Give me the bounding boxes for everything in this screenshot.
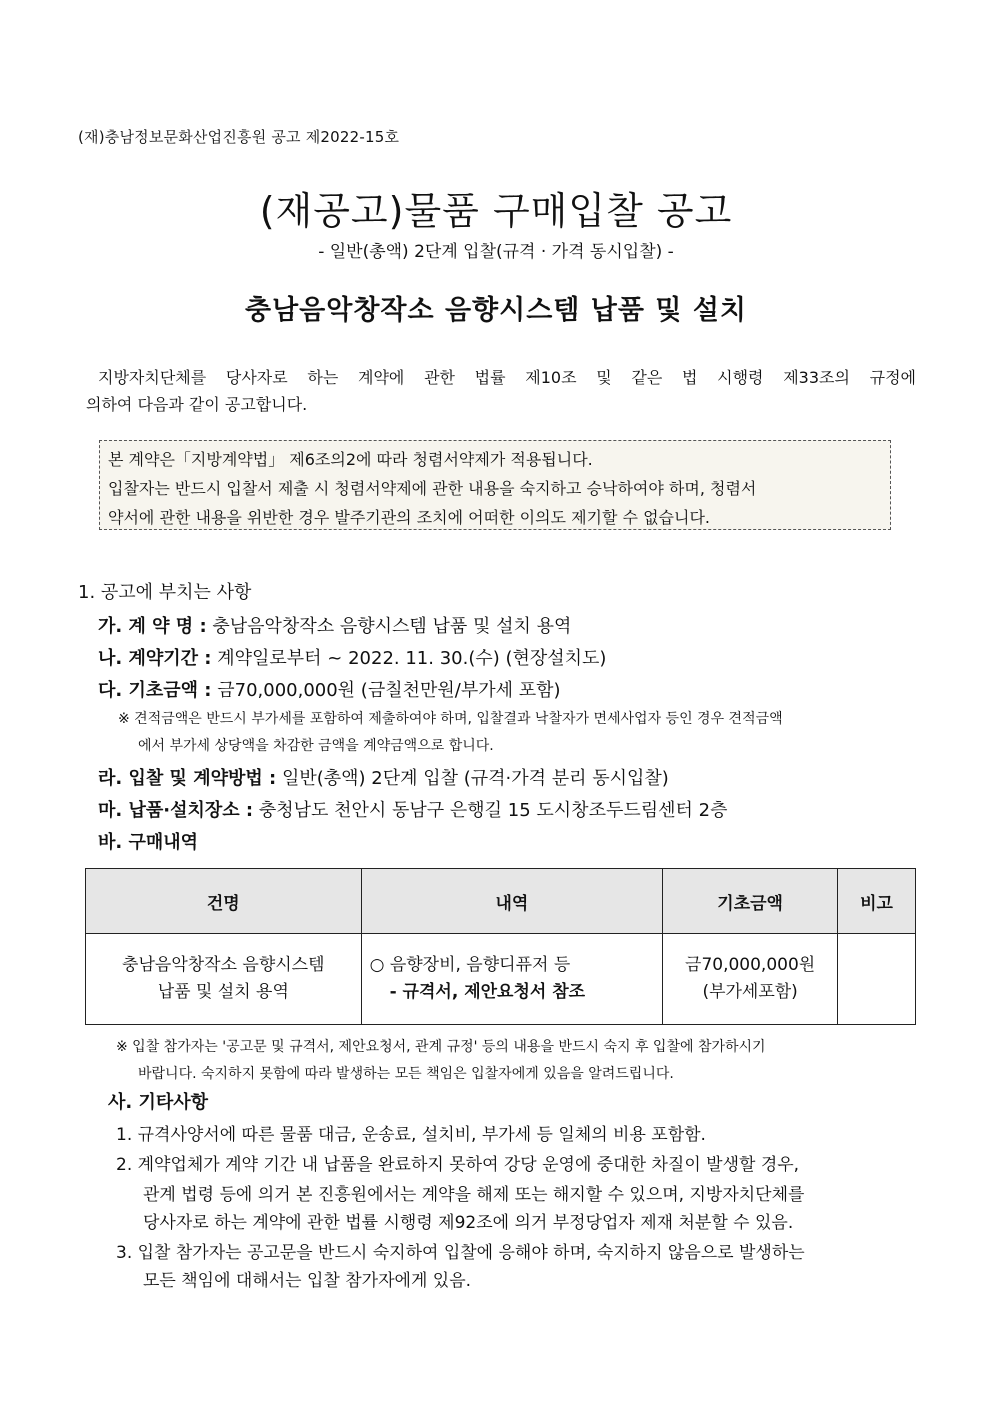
column-header: 내역 — [361, 869, 663, 934]
purchase-details-item — [98, 828, 198, 854]
notice-line: 약서에 관한 내용을 위반한 경우 발주기관의 조치에 어떠한 이의도 제기할 수 없습니다. — [108, 508, 710, 527]
item-label: 라. 입찰 및 계약방법 : — [98, 768, 277, 789]
notice-line: 입찰자는 반드시 입찰서 제출 시 청렴서약제에 관한 내용을 숙지하고 승낙하여야 하며, 청렴서 — [108, 479, 757, 498]
item-detail-cell — [361, 934, 663, 1025]
item-label: 마. 납품·설치장소 : — [98, 800, 254, 821]
integrity-notice-box — [99, 440, 891, 530]
other-matters-title: 사. 기타사항 — [108, 1092, 209, 1113]
item-label: 나. 계약기간 : — [98, 648, 212, 669]
cell-line: - 규격서, 제안요청서 참조 — [389, 982, 586, 1002]
bid-method-item — [98, 764, 669, 790]
purchase-table — [85, 868, 916, 1025]
other-matters-item-cont: 당사자로 하는 계약에 관한 법률 시행령 제92조에 의거 부정당업자 제재 처분할 수 있음. — [143, 1213, 794, 1233]
table-note: 바랍니다. 숙지하지 못함에 따라 발생하는 모든 책임은 입찰자에게 있음을 알려드립니다. — [138, 1066, 674, 1082]
item-value: 계약일로부터 ~ 2022. 11. 30.(수) (현장설치도) — [211, 648, 607, 669]
column-header: 비고 — [837, 869, 915, 934]
cell-line: 금70,000,000원 — [685, 955, 816, 975]
item-value: 충청남도 천안시 동남구 은행길 15 도시창조두드림센터 2층 — [253, 800, 728, 821]
contract-name-item — [98, 612, 571, 638]
item-label: 다. 기초금액 : — [98, 680, 212, 701]
item-label: 바. 구매내역 — [98, 832, 199, 853]
intro-line: 의하여 다음과 같이 공고합니다. — [86, 395, 308, 414]
page-subtitle: - 일반(총액) 2단계 입찰(규격 · 가격 동시입찰) - — [318, 242, 674, 262]
cell-line: ○ 음향장비, 음향디퓨저 등 — [369, 955, 571, 975]
cell-line: (부가세포함) — [702, 982, 798, 1002]
section-1-title: 1. 공고에 부치는 사항 — [78, 582, 252, 603]
intro-line: 지방자치단체를 당사자로 하는 계약에 관한 법률 제10조 및 같은 법 시행령 제33조의 규정에 — [98, 368, 916, 387]
item-name-cell — [86, 934, 362, 1025]
other-matters-item: 2. 계약업체가 계약 기간 내 납품을 완료하지 못하여 강당 운영에 중대한 차질이 발생할 경우, — [116, 1155, 800, 1175]
item-value: 금70,000,000원 (금칠천만원/부가세 포함) — [211, 680, 561, 701]
contract-period-item — [98, 644, 606, 670]
delivery-place-item — [98, 796, 727, 822]
column-header: 건명 — [86, 869, 362, 934]
table-header-row — [86, 869, 916, 934]
project-title: 충남음악창작소 음향시스템 납품 및 설치 — [245, 295, 747, 326]
table-note: ※ 입찰 참가자는 '공고문 및 규격서, 제안요청서, 관계 규정' 등의 내용을 반드시 숙지 후 입찰에 참가하시기 — [116, 1039, 766, 1055]
base-amount-item — [98, 676, 561, 702]
item-label: 가. 계 약 명 : — [98, 616, 207, 637]
other-matters-item-cont: 모든 책임에 대해서는 입찰 참가자에게 있음. — [143, 1271, 472, 1291]
base-amount-note: 에서 부가세 상당액을 차감한 금액을 계약금액으로 합니다. — [138, 738, 494, 754]
announcement-number: (재)충남정보문화산업진흥원 공고 제2022-15호 — [78, 128, 400, 146]
page-title: (재공고)물품 구매입찰 공고 — [259, 189, 733, 233]
item-remark-cell — [837, 934, 915, 1025]
intro-paragraph — [86, 364, 916, 418]
item-value: 충남음악창작소 음향시스템 납품 및 설치 용역 — [206, 616, 572, 637]
item-value: 일반(총액) 2단계 입찰 (규격·가격 분리 동시입찰) — [276, 768, 669, 789]
base-amount-note: ※ 견적금액은 반드시 부가세를 포함하여 제출하여야 하며, 입찰결과 낙찰자가 면세사업자 등인 경우 견적금액 — [118, 711, 783, 727]
item-amount-cell — [663, 934, 838, 1025]
other-matters-item: 3. 입찰 참가자는 공고문을 반드시 숙지하여 입찰에 응해야 하며, 숙지하지 않음으로 발생하는 — [116, 1243, 805, 1263]
column-header: 기초금액 — [663, 869, 838, 934]
other-matters-item-cont: 관계 법령 등에 의거 본 진흥원에서는 계약을 해제 또는 해지할 수 있으며, 지방자치단체를 — [143, 1185, 805, 1205]
table-row — [86, 934, 916, 1025]
other-matters-item: 1. 규격사양서에 따른 물품 대금, 운송료, 설치비, 부가세 등 일체의 비용 포함함. — [116, 1125, 706, 1145]
cell-line: 충남음악창작소 음향시스템 — [122, 955, 325, 975]
cell-line: 납품 및 설치 용역 — [157, 982, 289, 1002]
notice-line: 본 계약은「지방계약법」 제6조의2에 따라 청렴서약제가 적용됩니다. — [108, 450, 593, 469]
